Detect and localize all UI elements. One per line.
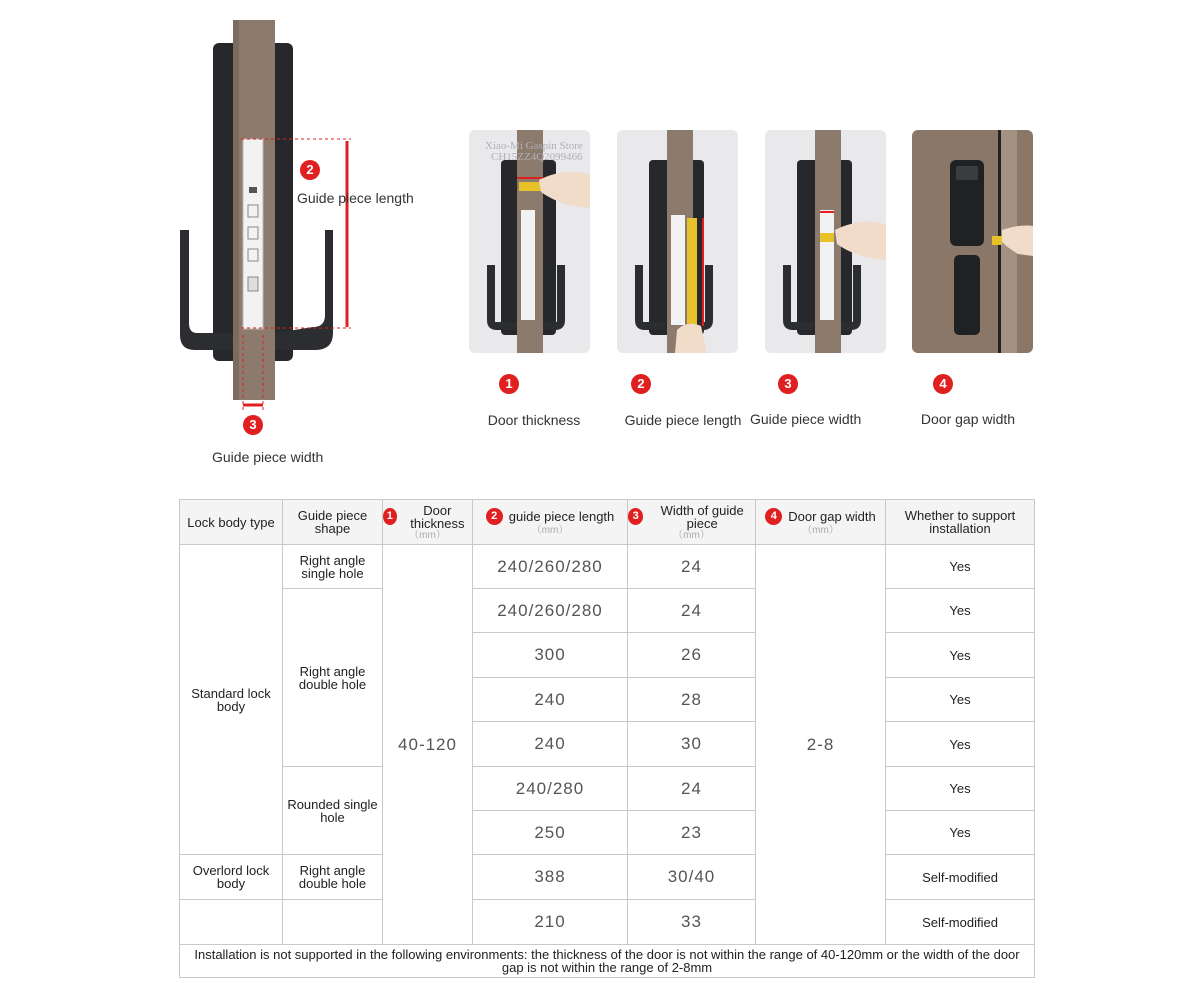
spec-table (179, 499, 1035, 978)
watermark-line2: CH15ZZ4Q2099466 (491, 151, 583, 163)
step-3-image (765, 130, 886, 353)
group-overlord-lock-body: Overlord lock body (180, 855, 283, 900)
header-door-thickness (383, 500, 473, 545)
step-panel-guide-length (617, 130, 738, 353)
door-thickness-range: 40-120 (383, 545, 473, 945)
cell-width: 30 (628, 722, 756, 767)
step-label-2: Guide piece length (624, 412, 742, 428)
cell-width: 24 (628, 767, 756, 811)
cell-width: 33 (628, 900, 756, 945)
header-unit-2: （mm） (531, 525, 569, 536)
header-support: Whether to support installation (886, 500, 1035, 545)
header-door-gap (756, 500, 886, 545)
header-unit-1: （mm） (409, 529, 446, 541)
header-guide-length (473, 500, 628, 545)
cell-length: 240 (473, 678, 628, 722)
cell-length: 240/280 (473, 767, 628, 811)
header-badge-2: 2 (486, 508, 503, 525)
step-label-1: Door thickness (487, 412, 581, 428)
shape-overlord-right-angle-double: Right angle double hole (283, 855, 383, 900)
cell-support: Self-modified (886, 900, 1035, 945)
lock-measure-diagram (175, 15, 425, 415)
hero-label-width: Guide piece width (212, 449, 324, 465)
step-badge-4: 4 (933, 374, 953, 394)
header-guide-piece-shape: Guide piece shape (283, 500, 383, 545)
watermark-line1: Xiao-Mi Gaspin Store (485, 140, 583, 152)
table-note-row (180, 945, 1035, 978)
step-panel-guide-width (765, 130, 886, 353)
step-2-image (617, 130, 738, 353)
group-standard-lock-body: Standard lock body (180, 545, 283, 855)
table-row (180, 545, 1035, 589)
cell-width: 26 (628, 633, 756, 678)
cell-width: 28 (628, 678, 756, 722)
header-guide-width (628, 500, 756, 545)
shape-right-angle-single: Right angle single hole (283, 545, 383, 589)
door-gap-range: 2-8 (756, 545, 886, 945)
hero-label-length: Guide piece length (297, 190, 414, 206)
step-badge-1: 1 (499, 374, 519, 394)
cell-width: 24 (628, 589, 756, 633)
cell-support: Yes (886, 633, 1035, 678)
header-guide-length-label: guide piece length (508, 509, 615, 524)
header-badge-1: 1 (383, 508, 397, 525)
cell-support: Yes (886, 722, 1035, 767)
cell-length: 210 (473, 900, 628, 945)
shape-rounded-single: Rounded single hole (283, 767, 383, 855)
installation-note: Installation is not supported in the following environments: the thickness of the door is not within the range of 40-120mm or the width of the door gap is not within the range of 2-8mm (180, 945, 1035, 978)
cell-support: Yes (886, 545, 1035, 589)
header-door-thickness-label: Door thickness (410, 502, 465, 531)
empty-cell (180, 900, 283, 945)
table-row (180, 767, 1035, 811)
shape-right-angle-double: Right angle double hole (283, 589, 383, 767)
cell-support: Yes (886, 589, 1035, 633)
step-label-3: Guide piece width (750, 411, 862, 427)
cell-length: 240/260/280 (473, 589, 628, 633)
table-row (180, 855, 1035, 900)
header-unit-4: （mm） (802, 525, 839, 536)
cell-support: Yes (886, 811, 1035, 855)
hero-badge-length: 2 (300, 160, 320, 180)
header-door-gap-label: Door gap width (788, 509, 876, 524)
header-unit-3: （mm） (673, 529, 710, 541)
step-panel-door-thickness (469, 130, 590, 353)
hero-illustration (175, 15, 425, 415)
step-label-4: Door gap width (920, 411, 1016, 427)
header-badge-3: 3 (628, 508, 643, 525)
table-header-row (180, 500, 1035, 545)
empty-cell (283, 900, 383, 945)
table-row (180, 589, 1035, 633)
cell-support: Self-modified (886, 855, 1035, 900)
header-badge-4: 4 (765, 508, 782, 525)
step-4-image (912, 130, 1033, 353)
cell-length: 388 (473, 855, 628, 900)
step-badge-2: 2 (631, 374, 651, 394)
cell-support: Yes (886, 678, 1035, 722)
cell-width: 24 (628, 545, 756, 589)
cell-length: 250 (473, 811, 628, 855)
cell-length: 240/260/280 (473, 545, 628, 589)
step-panel-door-gap (912, 130, 1033, 353)
cell-length: 240 (473, 722, 628, 767)
cell-width: 23 (628, 811, 756, 855)
step-1-image (469, 130, 590, 353)
cell-width: 30/40 (628, 855, 756, 900)
step-badge-3: 3 (778, 374, 798, 394)
header-guide-width-label: Width of guide piece (660, 502, 744, 531)
hero-badge-width: 3 (243, 415, 263, 435)
header-lock-body-type: Lock body type (180, 500, 283, 545)
table-row (180, 900, 1035, 945)
cell-support: Yes (886, 767, 1035, 811)
cell-length: 300 (473, 633, 628, 678)
